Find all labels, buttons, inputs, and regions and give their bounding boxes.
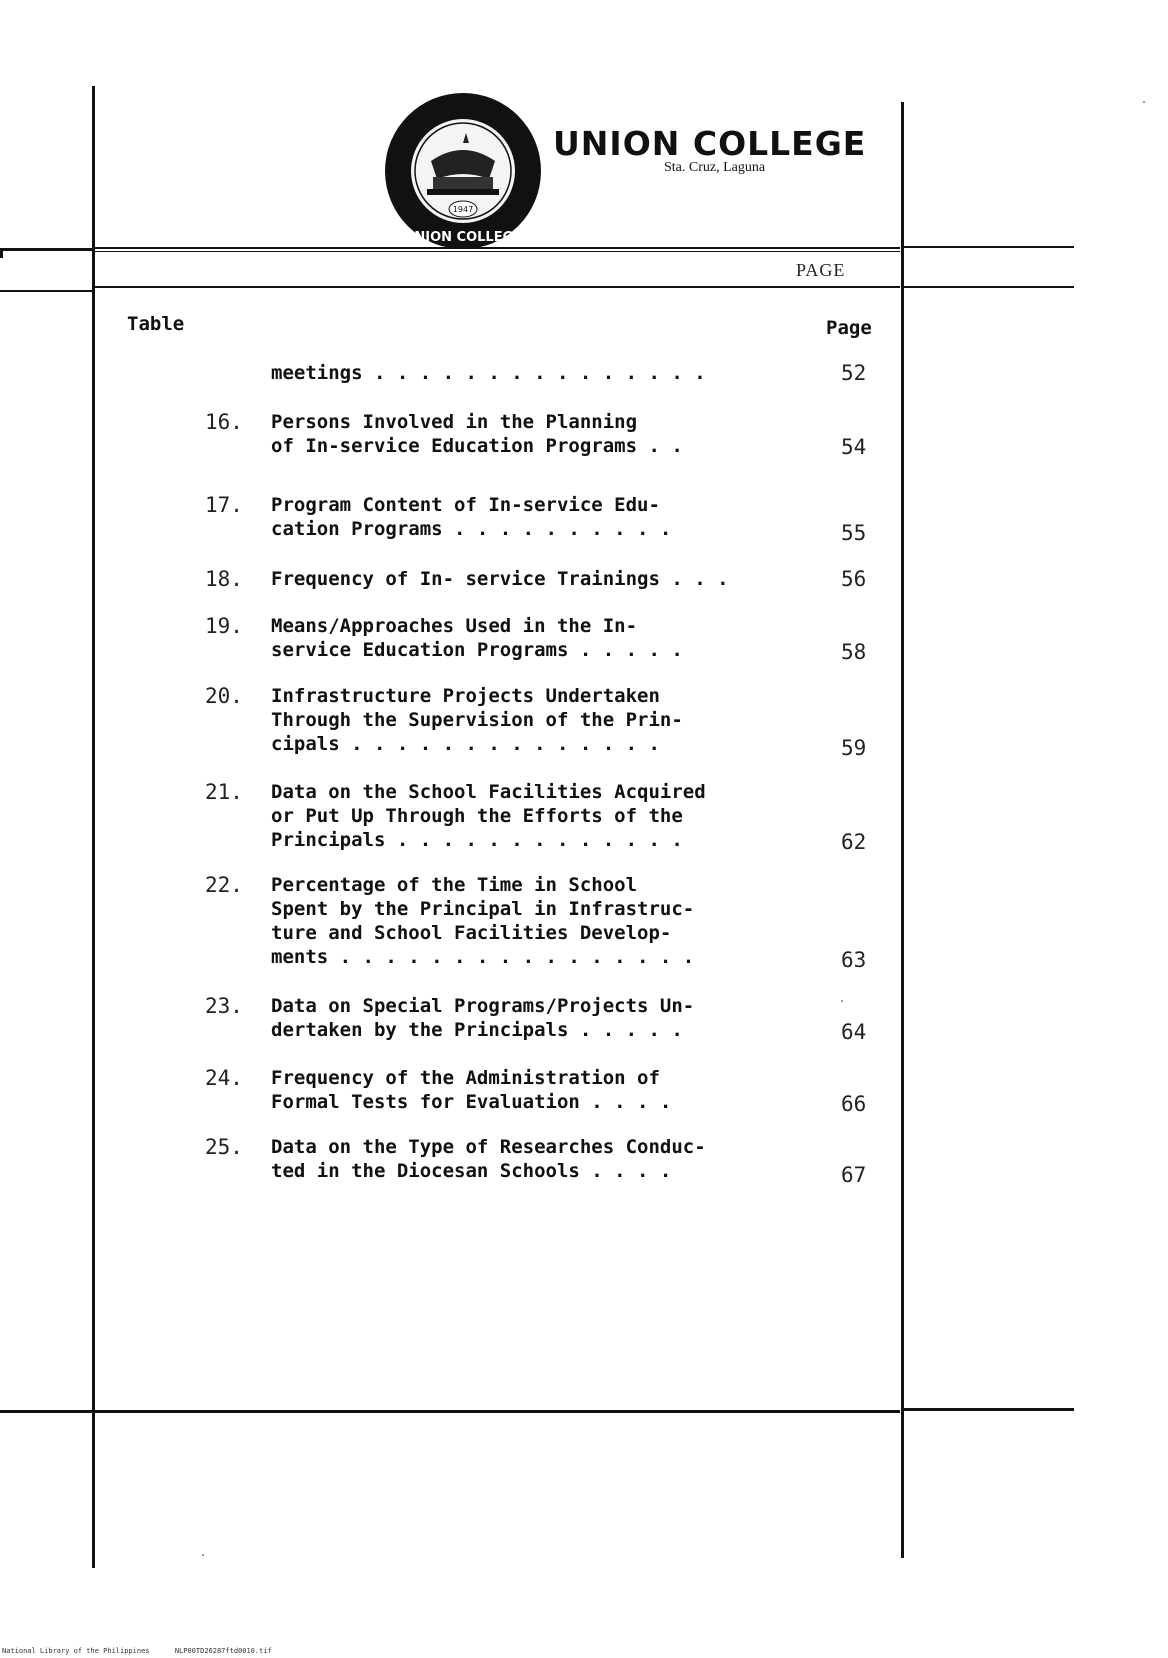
- toc-entry-title: [271, 493, 671, 541]
- page-column-heading: Page: [826, 317, 872, 339]
- toc-entry-page: 63: [841, 948, 867, 972]
- toc-entry-number: 22.: [205, 873, 243, 897]
- toc-entry-title: [271, 873, 694, 969]
- seal-ring-text: UNION COLLEGE: [403, 230, 523, 245]
- toc-entry-number: 17.: [205, 493, 243, 517]
- toc-entry-number: 24.: [205, 1066, 243, 1090]
- toc-entry-page: 52: [841, 361, 867, 385]
- bottom-rule: [0, 1410, 900, 1413]
- table-column-heading: Table: [127, 313, 185, 335]
- toc-entry-title: [271, 684, 683, 756]
- toc-entry-line: dertaken by the Principals . . . . .: [271, 1019, 683, 1041]
- footer-file: NLP00TD26287ftd0010.tif: [174, 1647, 272, 1655]
- toc-entry-page: 59: [841, 736, 867, 760]
- header-bottom-rule: [94, 286, 900, 288]
- toc-entry-line: or Put Up Through the Efforts of the: [271, 805, 683, 827]
- toc-entry-line: ture and School Facilities Develop-: [271, 922, 672, 944]
- left-margin-rule: [92, 86, 95, 1568]
- toc-entry-page: 62: [841, 830, 867, 854]
- toc-entry-line: of In-service Education Programs . .: [271, 435, 683, 457]
- page-header-label: PAGE: [796, 260, 846, 280]
- toc-entry-line: ments . . . . . . . . . . . . . . . .: [271, 946, 695, 968]
- toc-entry-line: Infrastructure Projects Undertaken: [271, 685, 660, 707]
- college-name: UNION COLLEGE: [553, 124, 867, 163]
- union-college-seal-icon: [383, 91, 543, 251]
- toc-entry-line: cipals . . . . . . . . . . . . . .: [271, 733, 660, 755]
- toc-entry-number: 19.: [205, 614, 243, 638]
- toc-entry-line: ted in the Diocesan Schools . . . .: [271, 1160, 672, 1182]
- toc-entry-line: Means/Approaches Used in the In-: [271, 615, 638, 637]
- toc-entry-line: Data on Special Programs/Projects Un-: [271, 995, 695, 1017]
- scan-speck: [202, 1554, 204, 1556]
- toc-entry-number: 16.: [205, 410, 243, 434]
- toc-entry-line: Data on the Type of Researches Conduc-: [271, 1136, 706, 1158]
- toc-entry-line: Spent by the Principal in Infrastruc-: [271, 898, 695, 920]
- scan-speck: [1143, 101, 1145, 103]
- right-outer-rule-2: [904, 286, 1074, 288]
- toc-entry-page: 66: [841, 1092, 867, 1116]
- toc-entry-line: Frequency of the Administration of: [271, 1067, 660, 1089]
- right-outer-rule: [904, 246, 1074, 248]
- toc-entry-title: [271, 567, 729, 591]
- toc-entry-title: [271, 1066, 671, 1114]
- toc-entry-line: cation Programs . . . . . . . . . .: [271, 518, 672, 540]
- toc-entry-number: 18.: [205, 567, 243, 591]
- toc-entry-title: [271, 614, 683, 662]
- toc-entry-line: Principals . . . . . . . . . . . . .: [271, 829, 683, 851]
- toc-entry-number: 21.: [205, 780, 243, 804]
- toc-entry-title: [271, 994, 694, 1042]
- toc-entry-line: Percentage of the Time in School: [271, 874, 638, 896]
- bottom-rule-right: [904, 1408, 1074, 1411]
- footer-library: National Library of the Philippines: [2, 1647, 150, 1655]
- college-location: Sta. Cruz, Laguna: [664, 160, 766, 175]
- left-edge-arc: [0, 250, 3, 258]
- toc-entry-title: [271, 1135, 706, 1183]
- toc-entry-page: 56: [841, 567, 867, 591]
- toc-entry-page: 54: [841, 435, 867, 459]
- toc-entry-line: service Education Programs . . . . .: [271, 639, 683, 661]
- toc-entry-title: [271, 410, 683, 458]
- toc-entry-page: 67: [841, 1163, 867, 1187]
- seal-year: 1947: [452, 205, 474, 214]
- right-margin-rule: [901, 102, 904, 1558]
- toc-entry-title: [271, 780, 706, 852]
- header-top-rule-2: [94, 251, 900, 252]
- toc-entry-page: 55: [841, 521, 867, 545]
- toc-entry-line: Persons Involved in the Planning: [271, 411, 638, 433]
- toc-entry-line: Program Content of In-service Edu-: [271, 494, 660, 516]
- scan-footer: [2, 1647, 272, 1655]
- left-outer-rule-2: [0, 290, 92, 292]
- toc-entry-page: 58: [841, 640, 867, 664]
- toc-entry-number: 20.: [205, 684, 243, 708]
- toc-entry-number: 23.: [205, 994, 243, 1018]
- toc-entry-line: meetings . . . . . . . . . . . . . . .: [271, 362, 706, 384]
- toc-entry-line: Data on the School Facilities Acquired: [271, 781, 706, 803]
- toc-entry-page: 64: [841, 1020, 867, 1044]
- left-outer-rule: [0, 248, 92, 251]
- toc-entry-line: Formal Tests for Evaluation . . . .: [271, 1091, 672, 1113]
- toc-entry-line: Frequency of In- service Trainings . . .: [271, 568, 729, 590]
- toc-entry-line: Through the Supervision of the Prin-: [271, 709, 683, 731]
- toc-entry-number: 25.: [205, 1135, 243, 1159]
- scan-speck: [841, 1000, 843, 1002]
- toc-entry-title: [271, 361, 706, 385]
